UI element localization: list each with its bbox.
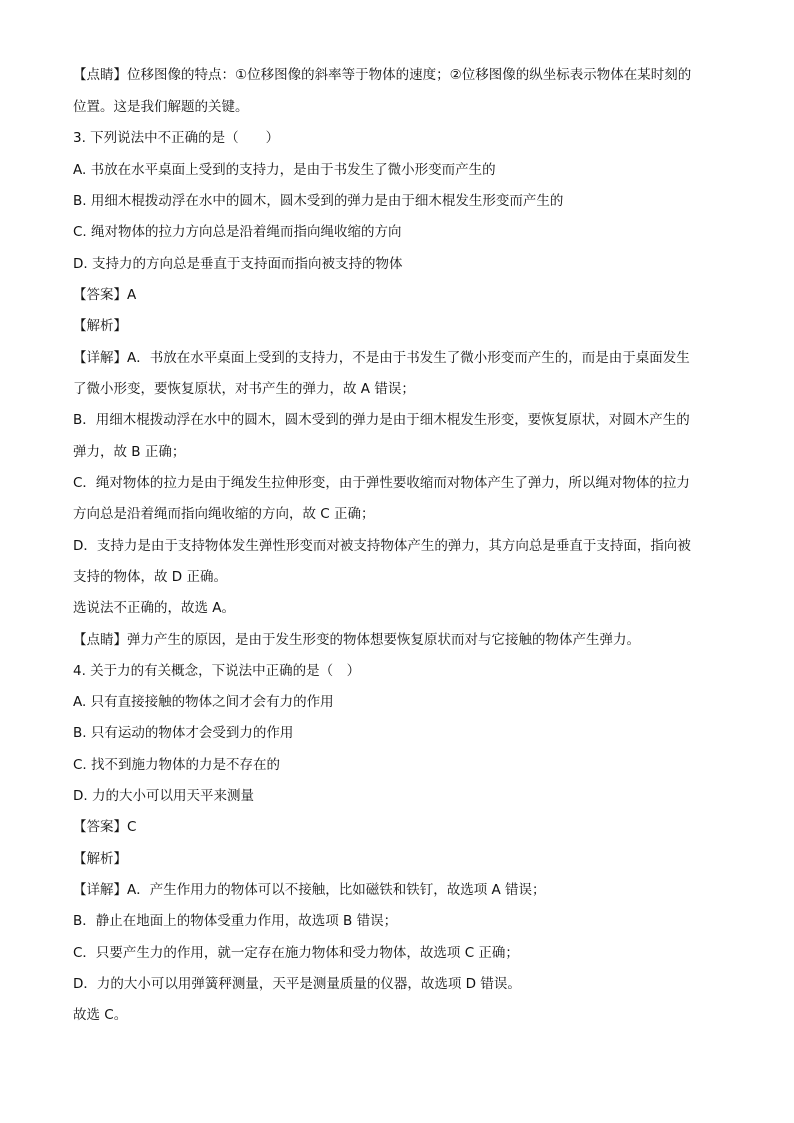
- text-line: 支持的物体，故 D 正确。: [73, 569, 227, 585]
- question-4-option-b: B. 只有运动的物体才会受到力的作用: [73, 725, 294, 741]
- question-4-option-a: A. 只有直接接触的物体之间才会有力的作用: [73, 694, 334, 710]
- text-line: 【点睛】位移图像的特点：①位移图像的斜率等于物体的速度；②位移图像的纵坐标表示物体在某时刻的: [73, 67, 692, 83]
- text-line: D．支持力是由于支持物体发生弹性形变而对被支持物体产生的弹力，其方向总是垂直于支持面，指向被: [73, 538, 691, 554]
- text-line: 弹力，故 B 正确；: [73, 444, 186, 460]
- text-line: 故选 C。: [73, 1007, 128, 1023]
- answer-label: 【答案】C: [73, 819, 137, 835]
- text-line: C．绳对物体的拉力是由于绳发生拉伸形变，由于弹性要收缩而对物体产生了弹力，所以绳对物体的拉力: [73, 475, 690, 491]
- analysis-label: 【解析】: [73, 318, 127, 334]
- text-line: B．静止在地面上的物体受重力作用，故选项 B 错误；: [73, 913, 398, 929]
- text-line: C．只要产生力的作用，就一定存在施力物体和受力物体，故选项 C 正确；: [73, 945, 519, 961]
- text-line: 【详解】A．书放在水平桌面上受到的支持力，不是由于书发生了微小形变而产生的，而是由于桌面发生: [73, 350, 690, 366]
- text-line: 位置。这是我们解题的关键。: [73, 99, 249, 115]
- question-3-option-d: D. 支持力的方向总是垂直于支持面而指向被支持的物体: [73, 256, 403, 272]
- text-line: 方向总是沿着绳而指向绳收缩的方向，故 C 正确；: [73, 506, 375, 522]
- text-line: 选说法不正确的，故选 A。: [73, 600, 236, 616]
- question-3-option-b: B. 用细木棍拨动浮在水中的圆木，圆木受到的弹力是由于细木棍发生形变而产生的: [73, 193, 564, 209]
- question-3-stem: 3. 下列说法中不正确的是（ ）: [73, 130, 280, 146]
- text-line: B．用细木棍拨动浮在水中的圆木，圆木受到的弹力是由于细木棍发生形变，要恢复原状，对圆木产生的: [73, 412, 690, 428]
- question-3-option-a: A. 书放在水平桌面上受到的支持力，是由于书发生了微小形变而产生的: [73, 162, 496, 178]
- question-3-option-c: C. 绳对物体的拉力方向总是沿着绳而指向绳收缩的方向: [73, 224, 402, 240]
- text-line: 了微小形变，要恢复原状，对书产生的弹力，故 A 错误；: [73, 381, 415, 397]
- text-line: 【详解】A．产生作用力的物体可以不接触，比如磁铁和铁钉，故选项 A 错误；: [73, 882, 546, 898]
- answer-label: 【答案】A: [73, 287, 137, 303]
- text-line: D．力的大小可以用弹簧秤测量，天平是测量质量的仪器，故选项 D 错误。: [73, 976, 521, 992]
- analysis-label: 【解析】: [73, 851, 127, 867]
- question-4-option-c: C. 找不到施力物体的力是不存在的: [73, 757, 281, 773]
- question-4-stem: 4. 关于力的有关概念，下说法中正确的是（ ）: [73, 663, 361, 679]
- text-line: 【点睛】弹力产生的原因，是由于发生形变的物体想要恢复原状而对与它接触的物体产生弹力。: [73, 632, 640, 648]
- question-4-option-d: D. 力的大小可以用天平来测量: [73, 788, 254, 804]
